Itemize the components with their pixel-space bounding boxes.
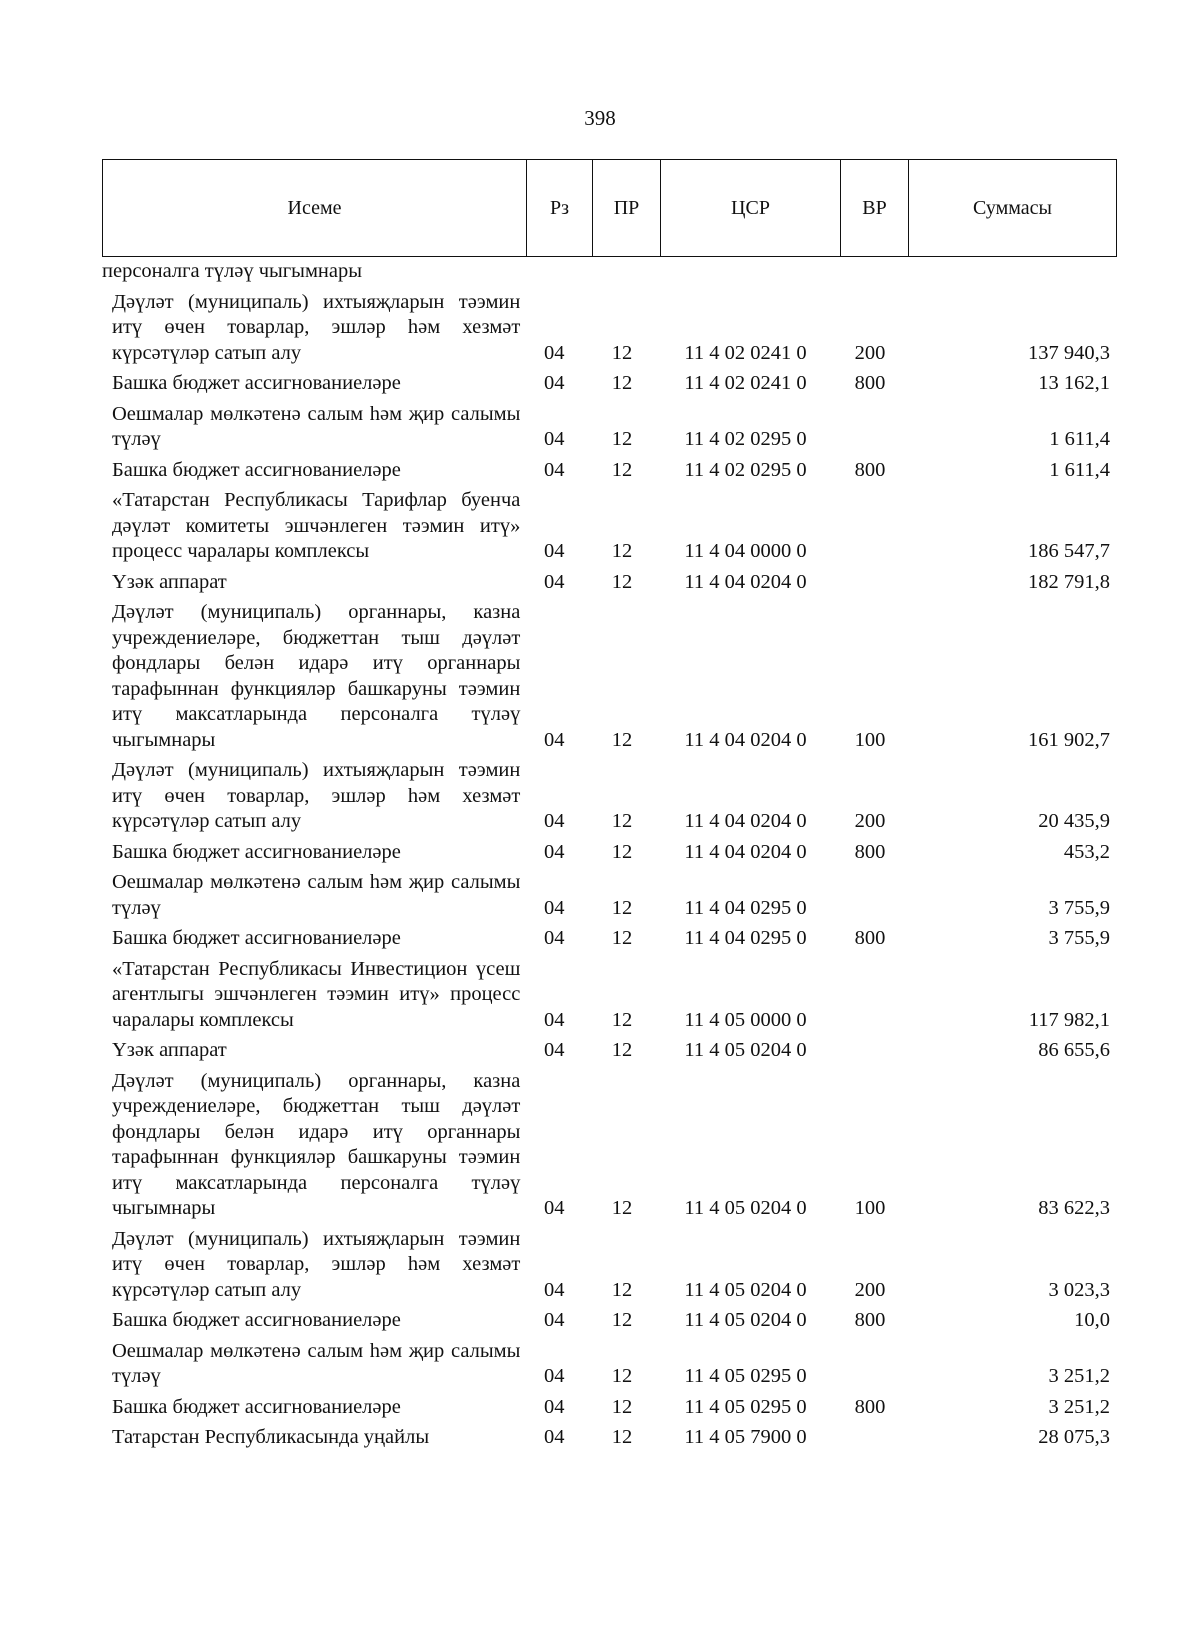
row-sum: 161 902,7 (1028, 728, 1110, 751)
row-pr: 12 (611, 540, 633, 562)
row-csr: 11 4 02 0241 0 (684, 341, 807, 364)
table-row (102, 1425, 1116, 1451)
row-csr: 11 4 05 0295 0 (684, 1395, 807, 1418)
table-row (102, 1038, 1116, 1064)
row-sum: 117 982,1 (1028, 1008, 1110, 1031)
table-row (102, 957, 1116, 1034)
row-vr: 800 (854, 1309, 886, 1331)
row-name: Башка бюджет ассигнованиеләре (112, 840, 401, 863)
row-pr: 12 (611, 810, 633, 832)
page-number: 398 (584, 106, 616, 130)
row-name: Оешмалар мөлкәтенә салым һәм җир салымы түләү (112, 1339, 521, 1387)
row-rz: 04 (543, 840, 565, 863)
row-rz: 04 (543, 728, 565, 751)
row-sum: 28 075,3 (1038, 1426, 1110, 1448)
row-name: Башка бюджет ассигнованиеләре (112, 1395, 401, 1418)
table-row (102, 402, 1116, 453)
row-csr: 11 4 05 0204 0 (684, 1278, 807, 1301)
row-pr: 12 (611, 927, 633, 949)
table-row (102, 1069, 1116, 1222)
row-pr: 12 (611, 341, 633, 364)
table-body (102, 259, 1116, 1456)
row-sum: 453,2 (1063, 840, 1110, 863)
row-vr: 100 (854, 1197, 886, 1219)
row-csr: 11 4 05 7900 0 (684, 1426, 807, 1448)
table-row (102, 758, 1116, 835)
row-csr: 11 4 04 0000 0 (684, 540, 807, 562)
row-name: Оешмалар мөлкәтенә салым һәм җир салымы түләү (112, 402, 521, 450)
row-csr: 11 4 04 0204 0 (684, 570, 807, 593)
row-csr: 11 4 02 0241 0 (684, 372, 807, 394)
row-rz: 04 (543, 372, 565, 394)
row-pr: 12 (611, 896, 633, 919)
table-row (102, 290, 1116, 367)
row-rz: 04 (543, 1309, 565, 1331)
row-rz: 04 (543, 341, 565, 364)
row-pr: 12 (611, 1197, 633, 1219)
row-vr: 200 (854, 1278, 886, 1301)
table-row (102, 1395, 1116, 1421)
row-vr: 200 (854, 810, 886, 832)
row-rz: 04 (543, 1395, 565, 1418)
row-rz: 04 (543, 1365, 565, 1387)
row-sum: 3 251,2 (1048, 1395, 1110, 1418)
row-name: Дәүләт (муниципаль) ихтыяҗларын тәэмин итү өчен товарлар, эшләр һәм хезмәт күрсәтүләр сатып алу (112, 1227, 521, 1301)
row-vr: 800 (854, 372, 886, 394)
row-name: персоналга түләү чыгымнары (102, 260, 363, 282)
row-sum: 86 655,6 (1038, 1039, 1110, 1061)
row-sum: 1 611,4 (1049, 458, 1110, 481)
table-row (102, 458, 1116, 484)
row-name: Дәүләт (муниципаль) органнары, казна учреждениеләре, бюджеттан тыш дәүләт фондлары белән идарә итү органнары тарафыннан функцияләр башкаруны тәэмин итү максатларында персоналга түләү чыгымнары (112, 601, 521, 751)
row-pr: 12 (611, 1426, 633, 1448)
row-pr: 12 (611, 570, 633, 593)
table-row (102, 840, 1116, 866)
row-pr: 12 (611, 428, 633, 450)
column-header-vr: ВР (841, 160, 909, 257)
row-pr: 12 (611, 1008, 633, 1031)
row-rz: 04 (543, 540, 565, 562)
row-csr: 11 4 04 0295 0 (684, 896, 807, 919)
row-rz: 04 (543, 927, 565, 949)
row-pr: 12 (611, 1309, 633, 1331)
row-sum: 3 251,2 (1048, 1365, 1110, 1387)
row-vr: 800 (854, 458, 886, 481)
row-csr: 11 4 04 0295 0 (684, 927, 807, 949)
row-name: Башка бюджет ассигнованиеләре (112, 458, 401, 481)
row-name: Дәүләт (муниципаль) ихтыяҗларын тәэмин итү өчен товарлар, эшләр һәм хезмәт күрсәтүләр сатып алу (112, 290, 521, 364)
row-rz: 04 (543, 428, 565, 450)
row-rz: 04 (543, 1008, 565, 1031)
row-pr: 12 (611, 1039, 633, 1061)
row-pr: 12 (611, 1278, 633, 1301)
column-header-csr: ЦСР (661, 160, 841, 257)
row-vr: 800 (854, 840, 886, 863)
row-name: Башка бюджет ассигнованиеләре (112, 372, 401, 394)
table-row (102, 870, 1116, 921)
row-csr: 11 4 05 0295 0 (684, 1365, 807, 1387)
row-csr: 11 4 02 0295 0 (684, 458, 807, 481)
row-pr: 12 (611, 840, 633, 863)
row-vr: 800 (854, 927, 886, 949)
row-name: «Татарстан Республикасы Инвестицион үсеш агентлыгы эшчәнлеген тәэмин итү» процесс чаралары комплексы (112, 957, 521, 1031)
row-csr: 11 4 02 0295 0 (684, 428, 807, 450)
row-csr: 11 4 04 0204 0 (684, 728, 807, 751)
table-row (102, 1339, 1116, 1390)
row-sum: 137 940,3 (1028, 341, 1110, 364)
table-row (102, 259, 1116, 285)
table-row (102, 1227, 1116, 1304)
row-name: Дәүләт (муниципаль) ихтыяҗларын тәэмин итү өчен товарлар, эшләр һәм хезмәт күрсәтүләр сатып алу (112, 759, 521, 832)
row-name: Оешмалар мөлкәтенә салым һәм җир салымы түләү (112, 871, 521, 919)
row-rz: 04 (543, 1197, 565, 1219)
row-pr: 12 (611, 458, 633, 481)
row-csr: 11 4 05 0204 0 (684, 1039, 807, 1061)
table-row (102, 600, 1116, 753)
row-vr: 800 (854, 1395, 886, 1418)
row-name: Үзәк аппарат (112, 1039, 227, 1061)
row-csr: 11 4 05 0000 0 (684, 1008, 807, 1031)
column-header-sum: Суммасы (909, 160, 1117, 257)
row-rz: 04 (543, 896, 565, 919)
table-row (102, 1308, 1116, 1334)
row-name: Башка бюджет ассигнованиеләре (112, 1309, 401, 1331)
row-sum: 3 755,9 (1048, 927, 1110, 949)
row-sum: 3 023,3 (1048, 1278, 1110, 1301)
table-row (102, 488, 1116, 565)
table-row (102, 926, 1116, 952)
row-csr: 11 4 04 0204 0 (684, 840, 807, 863)
column-header-rz: Рз (527, 160, 593, 257)
row-sum: 1 611,4 (1049, 428, 1110, 450)
table-row (102, 570, 1116, 596)
row-name: «Татарстан Республикасы Тарифлар буенча дәүләт комитеты эшчәнлеген тәэмин итү» процесс чаралары комплексы (112, 489, 521, 562)
row-pr: 12 (611, 1395, 633, 1418)
row-name: Татарстан Республикасында уңайлы (112, 1426, 430, 1448)
row-name: Үзәк аппарат (112, 570, 227, 593)
row-rz: 04 (543, 1039, 565, 1061)
row-sum: 182 791,8 (1028, 570, 1110, 593)
row-name: Дәүләт (муниципаль) органнары, казна учреждениеләре, бюджеттан тыш дәүләт фондлары белән идарә итү органнары тарафыннан функцияләр башкаруны тәэмин итү максатларында персоналга түләү чыгымнары (112, 1069, 521, 1219)
row-sum: 83 622,3 (1038, 1197, 1110, 1219)
row-name: Башка бюджет ассигнованиеләре (112, 927, 401, 949)
row-rz: 04 (543, 1426, 565, 1448)
row-vr: 100 (854, 728, 886, 751)
row-sum: 13 162,1 (1038, 372, 1110, 394)
row-sum: 20 435,9 (1038, 810, 1110, 832)
column-header-name: Исеме (103, 160, 527, 257)
row-pr: 12 (611, 728, 633, 751)
row-rz: 04 (543, 810, 565, 832)
table-row (102, 371, 1116, 397)
row-sum: 186 547,7 (1028, 540, 1110, 562)
row-rz: 04 (543, 458, 565, 481)
row-rz: 04 (543, 1278, 565, 1301)
row-sum: 3 755,9 (1048, 896, 1110, 919)
row-pr: 12 (611, 1365, 633, 1387)
column-header-pr: ПР (593, 160, 661, 257)
row-vr: 200 (854, 341, 886, 364)
row-rz: 04 (543, 570, 565, 593)
row-csr: 11 4 04 0204 0 (684, 810, 807, 832)
table-header (102, 159, 1117, 257)
row-csr: 11 4 05 0204 0 (684, 1197, 807, 1219)
row-csr: 11 4 05 0204 0 (684, 1309, 807, 1331)
row-sum: 10,0 (1074, 1309, 1110, 1331)
row-pr: 12 (611, 372, 633, 394)
